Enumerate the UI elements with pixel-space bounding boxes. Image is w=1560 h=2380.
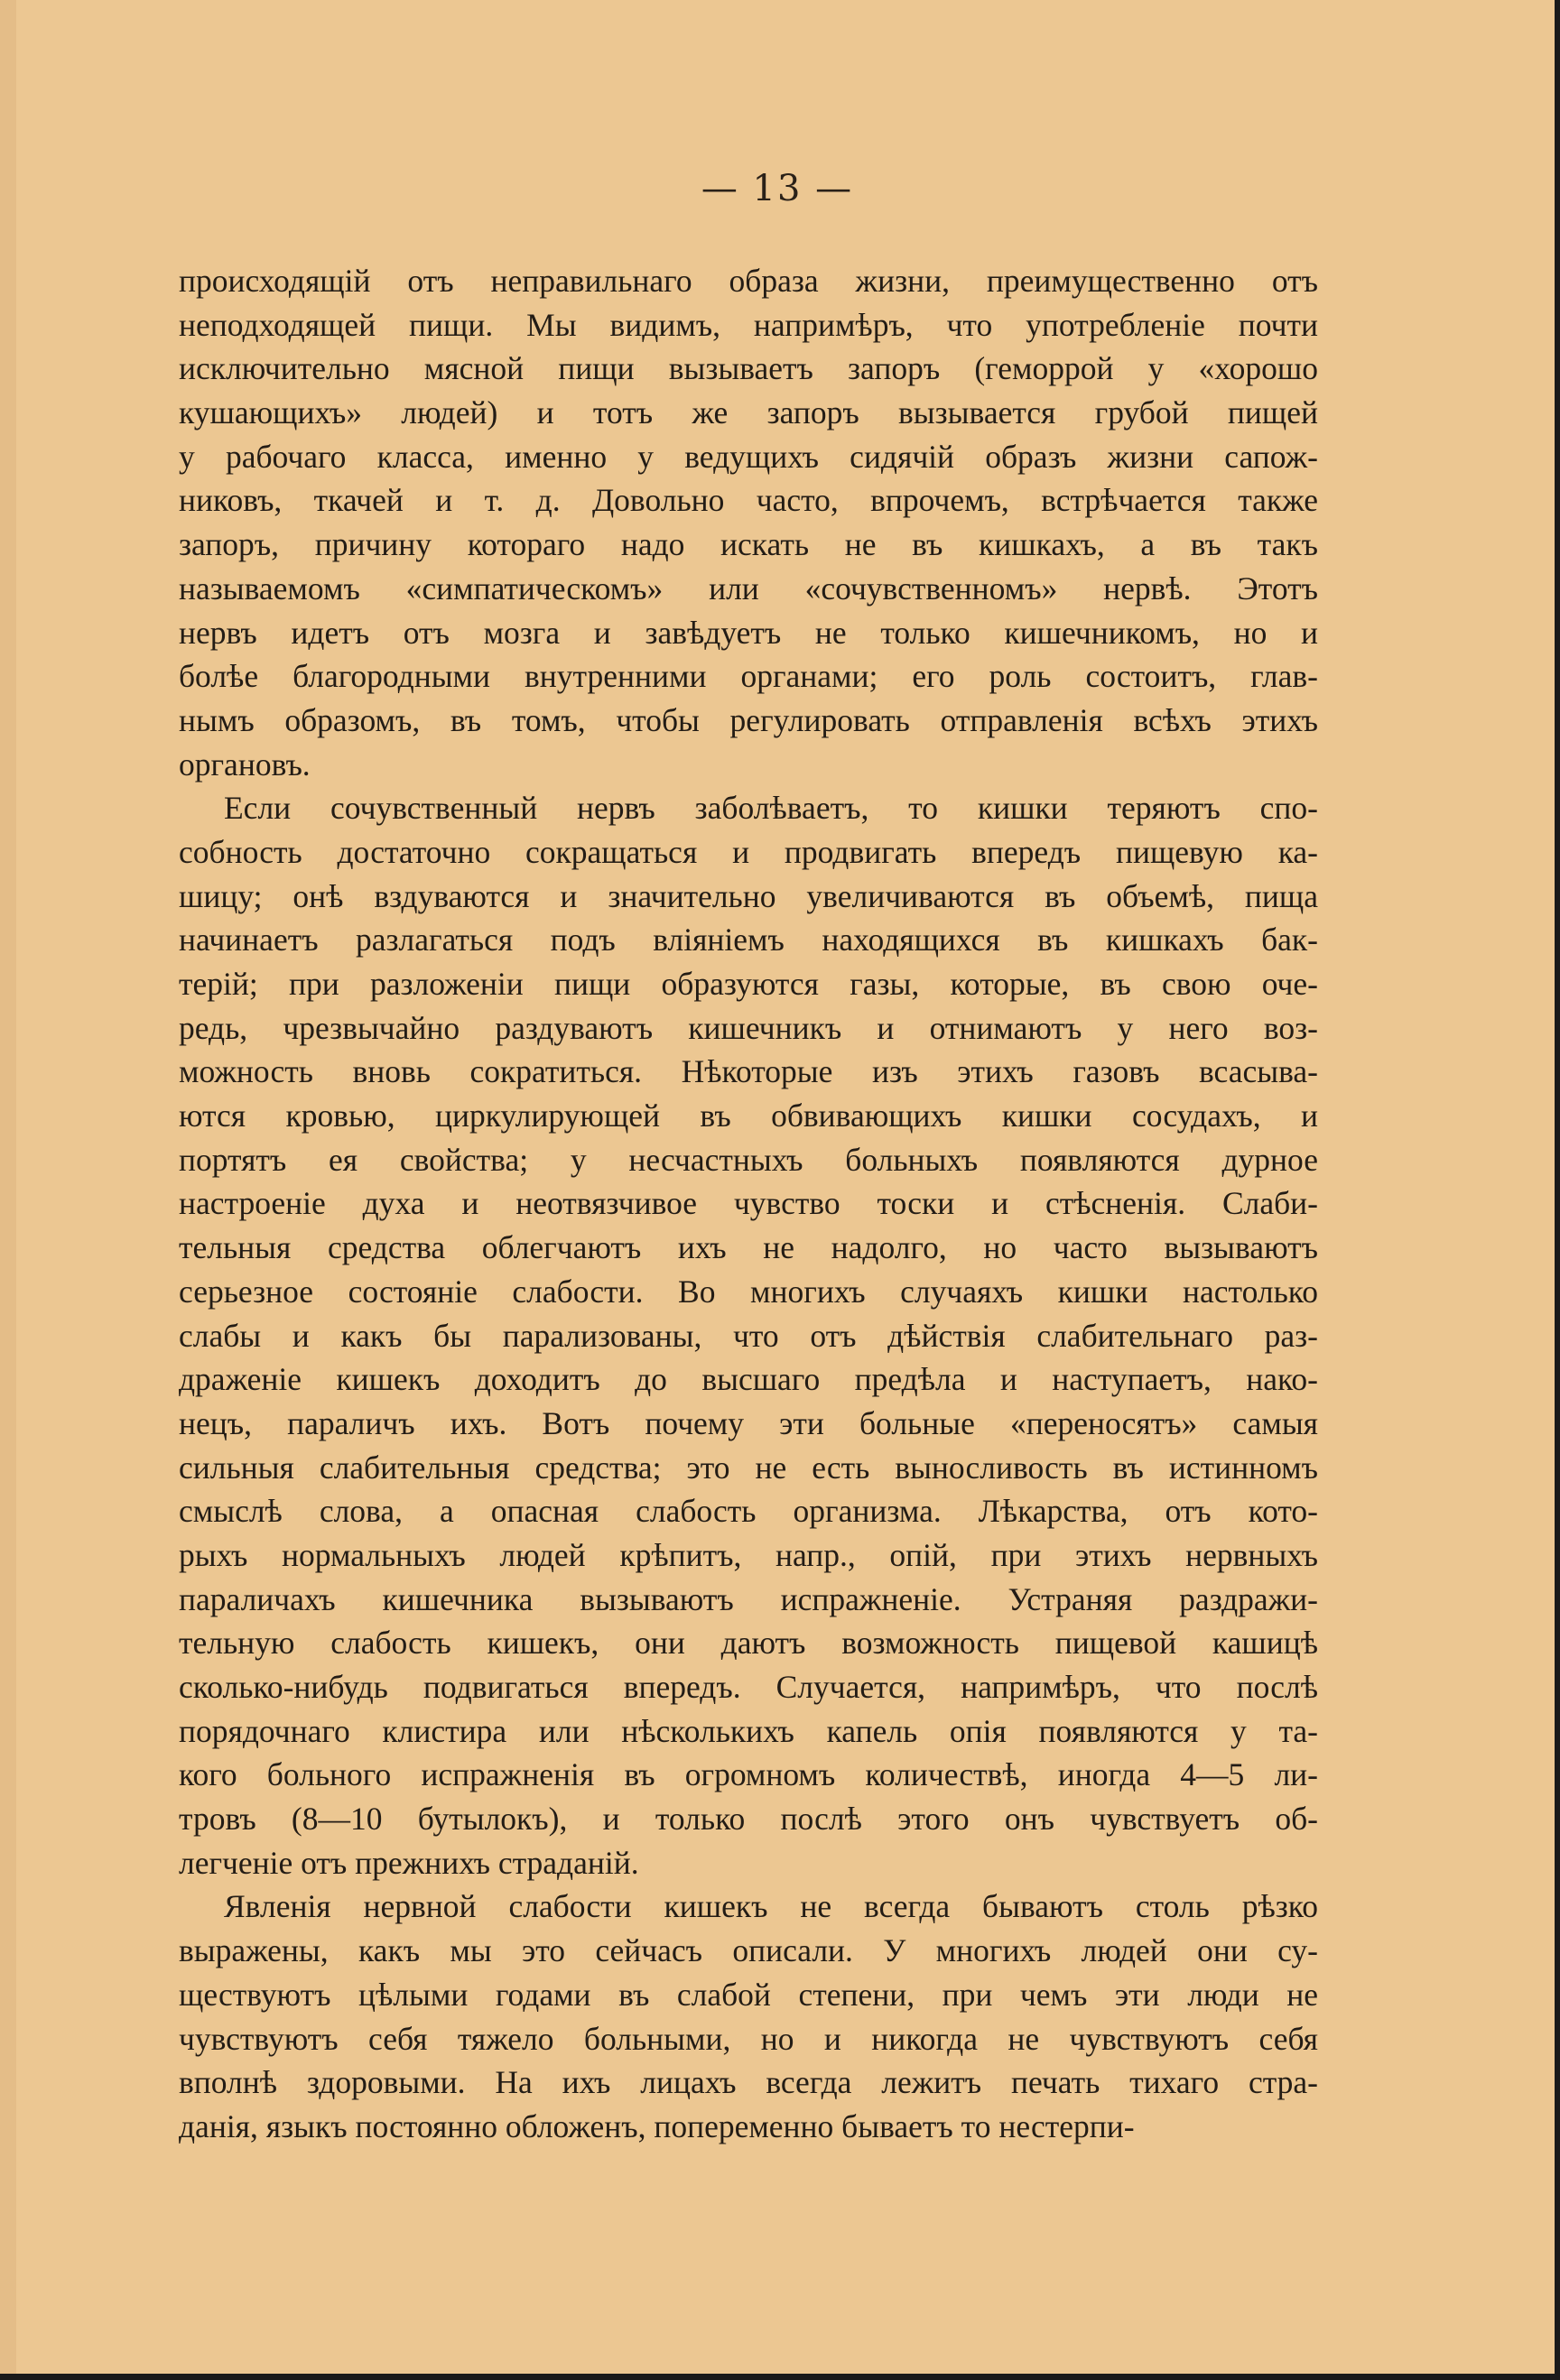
text-line: никовъ, ткачей и т. д. Довольно часто, впрочемъ, встрѣчается также [179,482,1318,519]
text-line: параличахъ кишечника вызываютъ испражненiе. Устраняя раздражи- [179,1580,1318,1617]
text-line: портятъ ея свойства; у несчастныхъ больныхъ появляются дурное [179,1141,1318,1178]
text-line: серьезное состоянiе слабости. Во многихъ случаяхъ кишки настолько [179,1273,1318,1310]
text-line: легченiе отъ прежнихъ страданiй. [179,1844,639,1881]
paragraph [179,1885,1318,2148]
text-line: выражены, какъ мы это сейчасъ описали. У многихъ людей они су- [179,1932,1318,1969]
paragraph [179,786,1318,1885]
text-line: сильныя слабительныя средства; это не есть выносливость въ истинномъ [179,1449,1318,1486]
text-line: драженiе кишекъ доходитъ до высшаго предѣла и наступаетъ, нако- [179,1361,1318,1398]
text-line: сколько-нибудь подвигаться впередъ. Случается, напримѣръ, что послѣ [179,1669,1318,1705]
text-line: нымъ образомъ, въ томъ, чтобы регулировать отправленiя всѣхъ этихъ [179,701,1318,738]
text-line: происходящiй отъ неправильнаго образа жизни, преимущественно отъ [179,263,1318,299]
text-line: терiй; при разложенiи пищи образуются газы, которые, въ свою оче- [179,966,1318,1002]
text-line: запоръ, причину котораго надо искать не въ кишкахъ, а въ такъ [179,526,1318,563]
text-line: собность достаточно сокращаться и продвигать впередъ пищевую ка- [179,833,1318,870]
text-line: органовъ. [179,745,311,783]
text-line: чувствуютъ себя тяжело больными, но и никогда не чувствуютъ себя [179,2020,1318,2057]
page-number: — 13 — [701,168,854,209]
text-line: тровъ (8—10 бутылокъ), и только послѣ этого онъ чувствуетъ об- [179,1801,1318,1838]
text-line: смыслѣ слова, а опасная слабость организма. Лѣкарства, отъ кото- [179,1493,1318,1530]
text-line: у рабочаго класса, именно у ведущихъ сидячiй образъ жизни сапож- [179,438,1318,475]
text-line: нецъ, параличъ ихъ. Вотъ почему эти больные «переносятъ» самыя [179,1404,1318,1441]
text-line: называемомъ «симпатическомъ» или «сочувственномъ» нервѣ. Этотъ [179,570,1318,607]
text-line: настроенiе духа и неотвязчивое чувство тоски и стѣсненiя. Слаби- [179,1185,1318,1222]
text-line: кого больного испражненiя въ огромномъ количествѣ, иногда 4—5 ли- [179,1756,1318,1793]
text-line: можность вновь сократиться. Нѣкоторые изъ этихъ газовъ всасыва- [179,1053,1318,1090]
text-line: тельную слабость кишекъ, они даютъ возможность пищевой кашицѣ [179,1625,1318,1662]
text-line: редь, чрезвычайно раздуваютъ кишечникъ и отнимаютъ у него воз- [179,1009,1318,1046]
paragraph [179,259,1318,786]
text-line: тельныя средства облегчаютъ ихъ не надолго, но часто вызываютъ [179,1229,1318,1266]
text-line: нервъ идетъ отъ мозга и завѣдуетъ не только кишечникомъ, но и [179,614,1318,651]
text-line: рыхъ нормальныхъ людей крѣпитъ, напр., опiй, при этихъ нервныхъ [179,1536,1318,1573]
text-line: порядочнаго клистира или нѣсколькихъ капель опiя появляются у та- [179,1712,1318,1749]
text-line: вполнѣ здоровыми. На ихъ лицахъ всегда лежитъ печать тихаго стра- [179,2064,1318,2101]
body-text [179,259,1318,2149]
text-line: начинаетъ разлагаться подъ влiянiемъ находящихся въ кишкахъ бак- [179,921,1318,958]
text-line: ются кровью, циркулирующей въ обвивающихъ кишки сосудахъ, и [179,1097,1318,1134]
text-line: Если сочувственный нервъ заболѣваетъ, то кишки теряютъ спо- [224,790,1318,827]
text-line: шицу; онѣ вздуваются и значительно увеличиваются въ объемѣ, пища [179,877,1318,914]
text-line: слабы и какъ бы парализованы, что отъ дѣйствiя слабительнаго раз- [179,1317,1318,1354]
text-line: данiя, языкъ постоянно обложенъ, попеременно бываетъ то нестерпи- [179,2107,1135,2144]
text-line: ществуютъ цѣлыми годами въ слабой степени, при чемъ эти люди не [179,1976,1318,2013]
page-edge [0,0,16,2374]
text-line: исключительно мясной пищи вызываетъ запоръ (геморрой у «хорошо [179,350,1318,387]
text-line: болѣе благородными внутренними органами; его роль состоитъ, глав- [179,658,1318,695]
text-line: неподходящей пищи. Мы видимъ, напримѣръ, что употребленiе почти [179,306,1318,343]
text-line: кушающихъ» людей) и тотъ же запоръ вызывается грубой пищей [179,394,1318,431]
text-line: Явленiя нервной слабости кишекъ не всегда бываютъ столь рѣзко [224,1888,1318,1925]
